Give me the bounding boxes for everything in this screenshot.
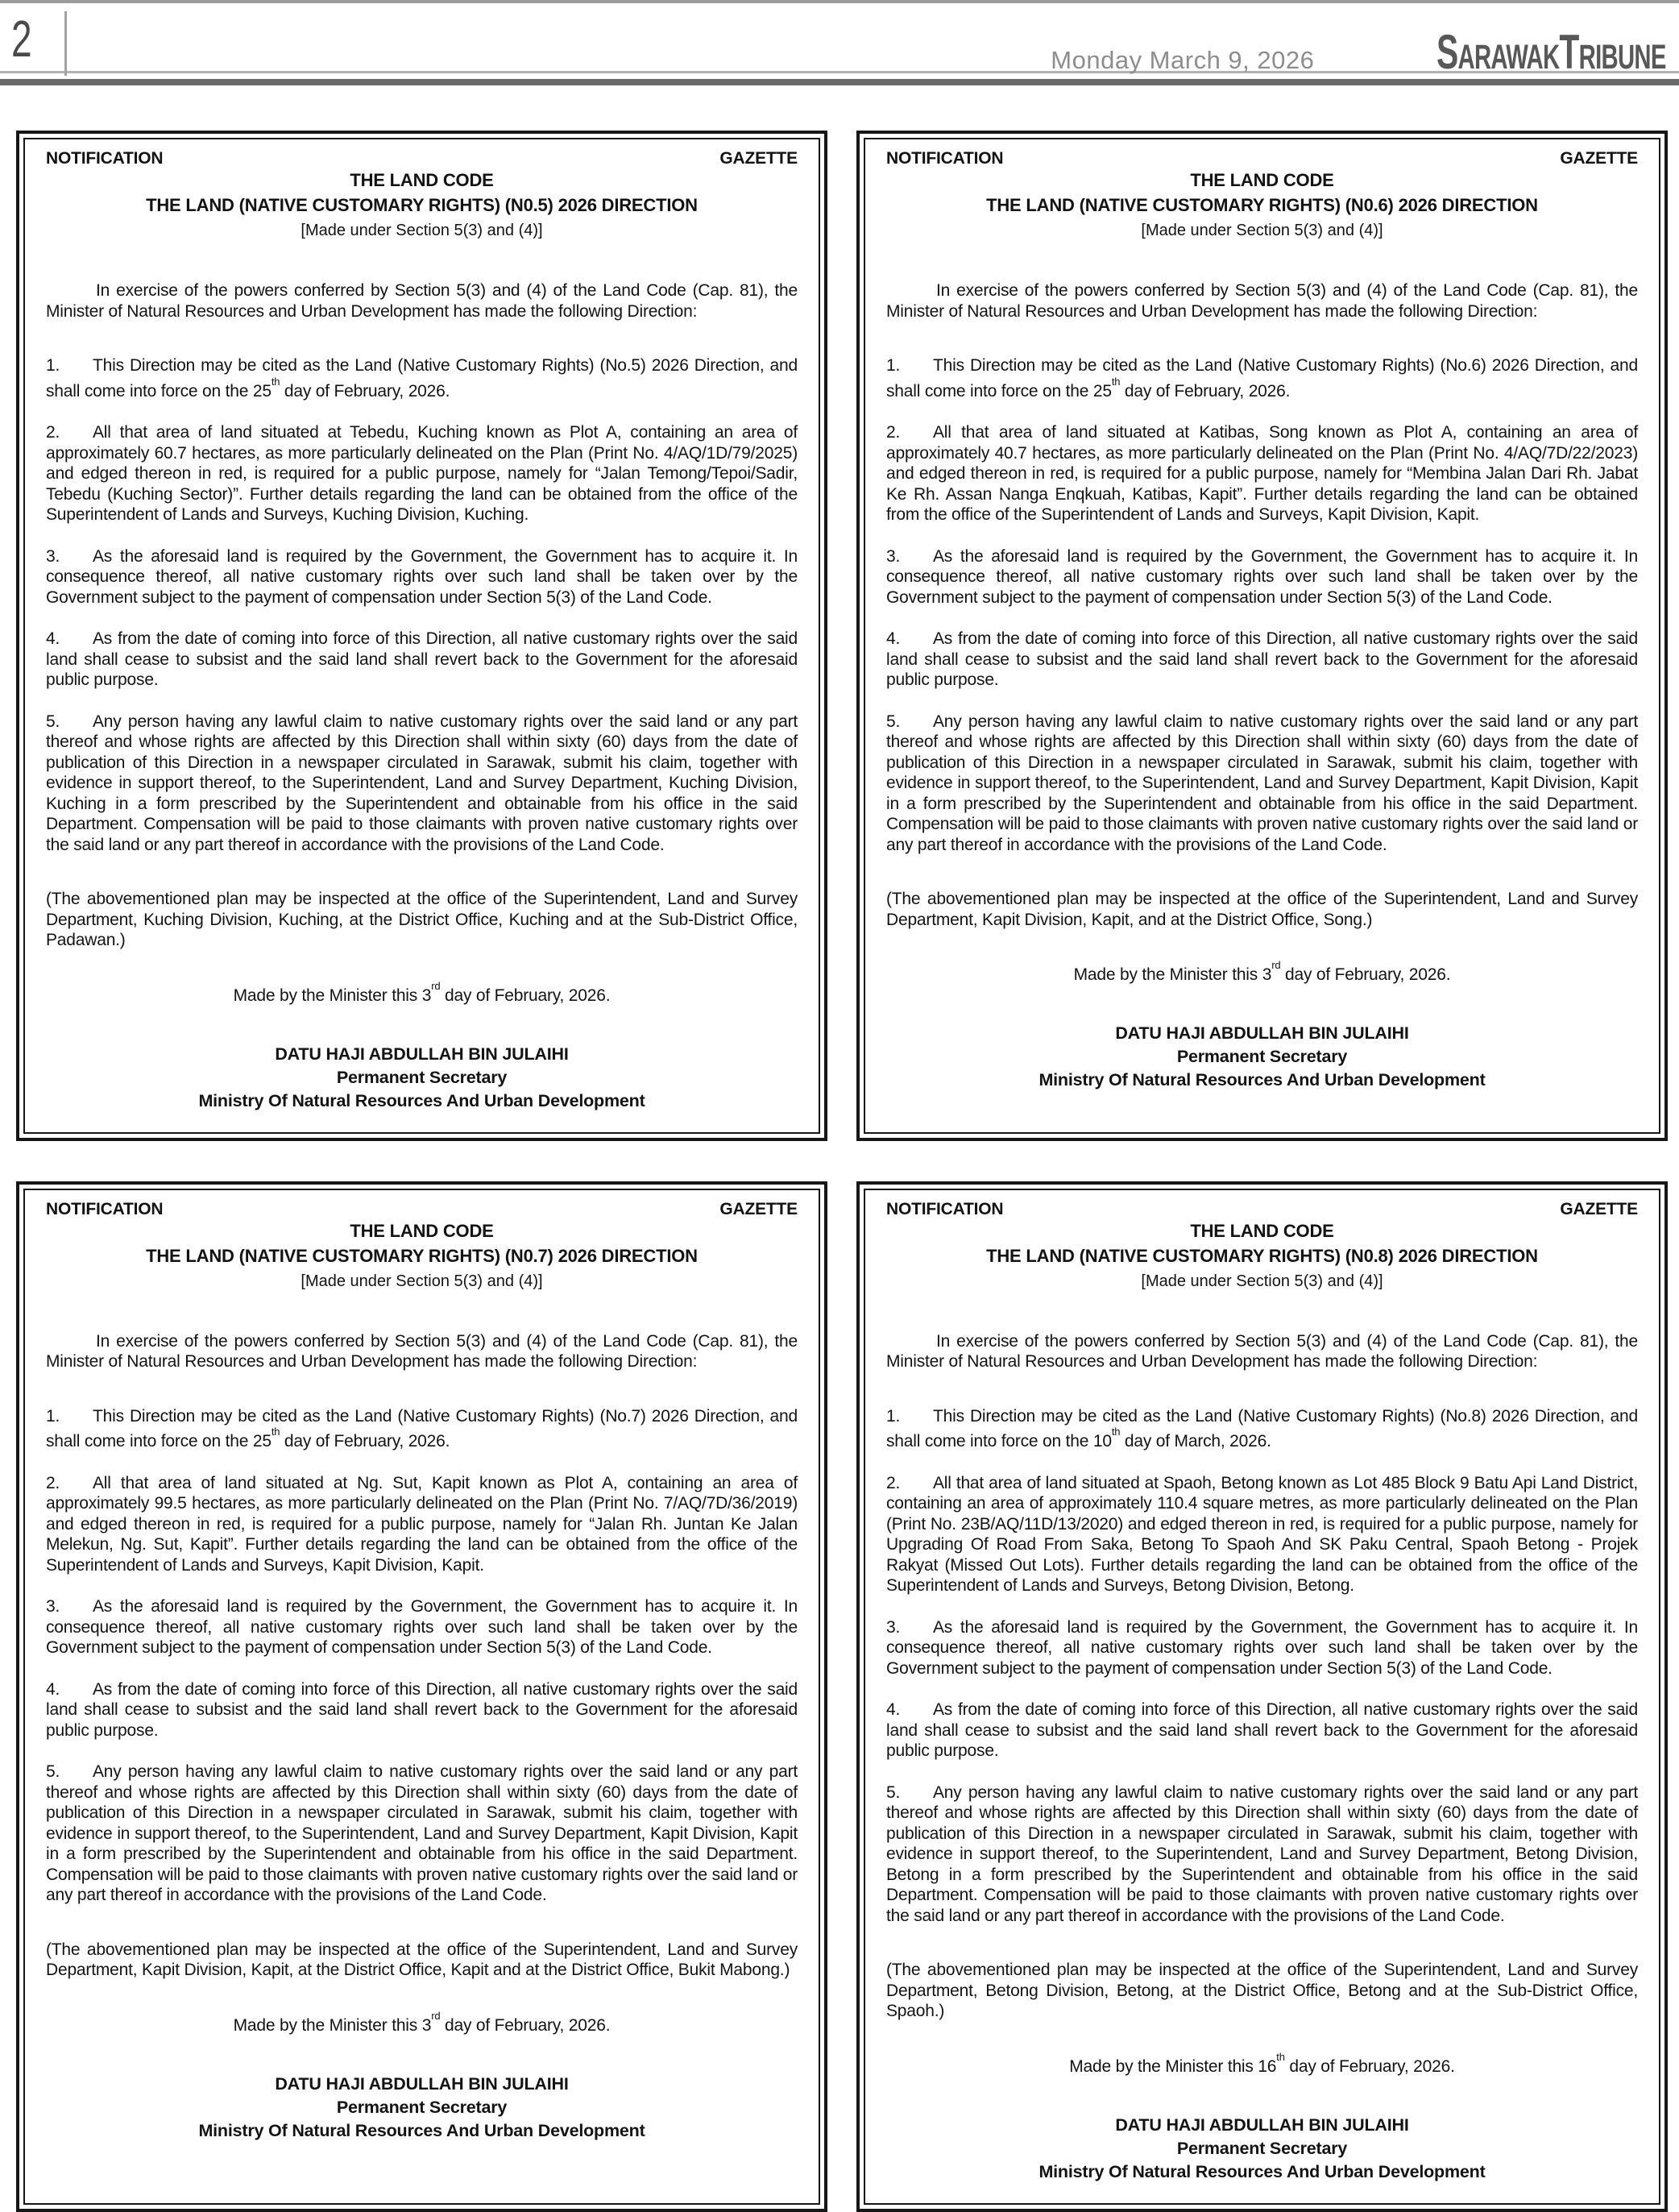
signature-block [886,2114,1638,2184]
made-by-line: Made by the Minister this 3rd day of February, 2026. [1073,959,1451,984]
notice-label-row [46,149,798,168]
gazette-label: GAZETTE [719,149,798,168]
clause-text: As from the date of coming into force of this Direction, all native customary rights over the said land shall cease to subsist and the said land shall revert back to the Government for the aforesaid public purpose. [886,629,1638,689]
clause-number: 4. [886,629,901,648]
clause-3 [46,546,798,608]
notice-label-row [886,149,1638,168]
land-code-heading: THE LAND CODE [350,1220,494,1241]
clause-3 [886,546,1638,608]
signature-block [46,1043,798,1113]
clause-2 [46,422,798,525]
made-under-note: [Made under Section 5(3) and (4)] [301,1272,543,1290]
signatory-title: Permanent Secretary [336,1067,508,1087]
notice-label-row [886,1200,1638,1219]
clause-1 [46,355,798,401]
page-number: 2 [11,10,32,68]
clause-number: 2. [46,1473,60,1492]
logo-initial-s: S [1436,25,1458,79]
clause-text: As the aforesaid land is required by the Government, the Government has to acquire it. In consequence thereof, all native customary rights over such land shall be taken over by the Government subject to the payment of compensation under Section 5(3) of the Land Code. [46,546,798,607]
clause-3 [886,1617,1638,1679]
intro-paragraph: In exercise of the powers conferred by Section 5(3) and (4) of the Land Code (Cap. 81), the Minister of Natural Resources and Urban Development has made the following Direction: [886,281,1638,321]
clause-2 [886,1473,1638,1596]
clause-4 [886,1699,1638,1762]
clause-number: 2. [886,1473,901,1492]
clause-text: This Direction may be cited as the Land (Native Customary Rights) (No.6) 2026 Direction, and shall come into force on the 25th day of February, 2026. [886,356,1638,400]
header-right-block [1051,24,1666,80]
intro-paragraph: In exercise of the powers conferred by Section 5(3) and (4) of the Land Code (Cap. 81), the Minister of Natural Resources and Urban Development has made the following Direction: [46,1331,798,1371]
notification-label: NOTIFICATION [46,149,164,168]
notification-label: NOTIFICATION [46,1199,164,1218]
header-divider [64,11,67,76]
signatory-name: DATU HAJI ABDULLAH BIN JULAIHI [275,2073,569,2094]
clause-text: All that area of land situated at Spaoh, Betong known as Lot 485 Block 9 Batu Api Land District, containing an area of approximately 110.4 square metres, as more particularly delineated on the Plan (Print No. 23B/AQ/11D/13/2020) and edged thereon in red, is required for a public purpose, namely for Upgrading Of Road From Saka, Betong To Spaoh And SK Paku Central, Spaoh Betong - Projek Rakyat (Missed Out Lots). Further details regarding the land can be obtained from the office of the Superintendent of Lands and Surveys, Betong Division, Betong. [886,1473,1638,1595]
clause-text: Any person having any lawful claim to native customary rights over the said land or any part thereof and whose rights are affected by this Direction shall within sixty (60) days from the date of publication of this Direction in a newspaper circulated in Sarawak, submit his claim, together with evidence in support thereof, to the Superintendent, Land and Survey Department, Kapit Division, Kapit in a form prescribed by the Superintendent and obtainable from his office in the said Department. Compensation will be paid to those claimants with proven native customary rights over the said land or any part thereof in accordance with the provisions of the Land Code. [46,1762,798,1904]
clause-number: 5. [46,1762,60,1781]
direction-title: THE LAND (NATIVE CUSTOMARY RIGHTS) (N0.6) 2026 DIRECTION [986,195,1538,215]
page-number-block [11,10,67,71]
land-code-heading: THE LAND CODE [1190,170,1334,190]
signatory-title: Permanent Secretary [1176,1047,1348,1066]
clause-2 [886,422,1638,525]
direction-title: THE LAND (NATIVE CUSTOMARY RIGHTS) (N0.5) 2026 DIRECTION [146,195,698,215]
clause-number: 5. [886,712,901,731]
clause-2 [46,1473,798,1576]
plan-inspection-note: (The abovementioned plan may be inspected at the office of the Superintendent, Land and Survey Department, Kapit Division, Kapit, at the District Office, Kapit and at the District Office, Bukit Mabong.) [46,1940,798,1979]
plan-inspection-note: (The abovementioned plan may be inspected at the office of the Superintendent, Land and Survey Department, Kuching Division, Kuching, at the District Office, Kuching and at the Sub-District Office, Padawan.) [46,890,798,949]
clause-number: 2. [46,423,60,442]
clause-1 [886,1406,1638,1452]
land-code-heading: THE LAND CODE [1190,1220,1334,1241]
clause-text: As from the date of coming into force of this Direction, all native customary rights over the said land shall cease to subsist and the said land shall revert back to the Government for the aforesaid public purpose. [46,1679,798,1740]
intro-paragraph: In exercise of the powers conferred by Section 5(3) and (4) of the Land Code (Cap. 81), the Minister of Natural Resources and Urban Development has made the following Direction: [886,1331,1638,1371]
clause-text: Any person having any lawful claim to native customary rights over the said land or any part thereof and whose rights are affected by this Direction shall within sixty (60) days from the date of publication of this Direction in a newspaper circulated in Sarawak, submit his claim, together with evidence in support thereof, to the Superintendent, Land and Survey Department, Kuching Division, Kuching in a form prescribed by the Superintendent and obtainable from his office in the said Department. Compensation will be paid to those claimants with proven native customary rights over the said land or any part thereof in accordance with the provisions of the Land Code. [46,712,798,854]
made-by-line: Made by the Minister this 3rd day of February, 2026. [233,979,611,1005]
clause-number: 3. [886,1617,901,1637]
clause-number: 1. [46,1406,60,1426]
plan-inspection-note: (The abovementioned plan may be inspected at the office of the Superintendent, Land and Survey Department, Betong Division, Betong, at the District Office, Betong and at the Sub-District Office, Spaoh.) [886,1961,1638,2020]
signatory-title: Permanent Secretary [1176,2138,1348,2158]
clause-text: As the aforesaid land is required by the Government, the Government has to acquire it. In consequence thereof, all native customary rights over such land shall be taken over by the Government subject to the payment of compensation under Section 5(3) of the Land Code. [886,1617,1638,1678]
made-under-note: [Made under Section 5(3) and (4)] [301,222,543,239]
clause-text: All that area of land situated at Katibas, Song known as Plot A, containing an area of approximately 40.7 hectares, as more particularly delineated on the Plan (Print No. 4/AQ/7D/22/2023) and edged thereon in red, is required for a public purpose, namely for “Membina Jalan Dari Rh. Jabat Ke Rh. Assan Nanga Enqkuah, Katibas, Kapit”. Further details regarding the land can be obtained from the office of the Superintendent of Lands and Surveys, Kapit Division, Kapit. [886,423,1638,524]
clause-5 [46,1762,798,1906]
made-under-note: [Made under Section 5(3) and (4)] [1141,1272,1383,1290]
clause-number: 4. [46,1679,60,1699]
header-rule-thick [0,79,1679,85]
clause-number: 3. [46,546,60,566]
land-code-heading: THE LAND CODE [350,170,494,190]
clause-number: 3. [886,546,901,566]
clause-4 [46,1679,798,1741]
gazette-notice [16,131,827,1141]
signatory-ministry: Ministry Of Natural Resources And Urban Development [198,1090,645,1110]
gazette-notice-inner [864,1189,1660,2205]
signatory-name: DATU HAJI ABDULLAH BIN JULAIHI [275,1044,569,1064]
made-by-line: Made by the Minister this 16th day of February, 2026. [1069,2050,1455,2076]
clause-number: 3. [46,1597,60,1616]
clause-text: As the aforesaid land is required by the Government, the Government has to acquire it. In consequence thereof, all native customary rights over such land shall be taken over by the Government subject to the payment of compensation under Section 5(3) of the Land Code. [886,546,1638,607]
clause-number: 4. [886,1700,901,1719]
gazette-label: GAZETTE [1560,1199,1638,1218]
clause-number: 5. [886,1782,901,1802]
notice-label-row [46,1200,798,1219]
clause-1 [886,355,1638,401]
logo-initial-t: T [1559,25,1579,79]
gazette-notice [856,1181,1668,2212]
newspaper-logo [1436,24,1666,80]
clause-text: All that area of land situated at Tebedu, Kuching known as Plot A, containing an area of approximately 60.7 hectares, as more particularly delineated on the Plan (Print No. 4/AQ/1D/79/2025) and edged thereon in red, is required for a public purpose, namely for “Jalan Temong/Tepoi/Sadir, Tebedu (Kuching Sector)”. Further details regarding the land can be obtained from the office of the Superintendent of Lands and Surveys, Kuching Division, Kuching. [46,423,798,524]
signatory-name: DATU HAJI ABDULLAH BIN JULAIHI [1115,2114,1409,2135]
clause-4 [886,629,1638,691]
intro-paragraph: In exercise of the powers conferred by Section 5(3) and (4) of the Land Code (Cap. 81), the Minister of Natural Resources and Urban Development has made the following Direction: [46,281,798,321]
notification-label: NOTIFICATION [886,149,1004,168]
clause-text: As the aforesaid land is required by the Government, the Government has to acquire it. In consequence thereof, all native customary rights over such land shall be taken over by the Government subject to the payment of compensation under Section 5(3) of the Land Code. [46,1597,798,1657]
logo-word-tribune: RIBUNE [1578,38,1666,77]
gazette-label: GAZETTE [1560,149,1638,168]
signatory-ministry: Ministry Of Natural Resources And Urban Development [1038,1070,1486,1089]
gazette-notice-inner [864,138,1660,1134]
clause-3 [46,1596,798,1658]
signatory-ministry: Ministry Of Natural Resources And Urban Development [198,2120,645,2140]
clause-1 [46,1406,798,1452]
clause-number: 1. [886,356,901,375]
gazette-notice [856,131,1668,1141]
clause-5 [46,712,798,856]
clause-text: As from the date of coming into force of this Direction, all native customary rights over the said land shall cease to subsist and the said land shall revert back to the Government for the aforesaid public purpose. [46,629,798,689]
made-under-note: [Made under Section 5(3) and (4)] [1141,222,1383,239]
notices-grid [16,131,1668,2212]
clause-text: This Direction may be cited as the Land (Native Customary Rights) (No.7) 2026 Direction, and shall come into force on the 25th day of February, 2026. [46,1406,798,1450]
clause-5 [886,712,1638,856]
clause-number: 1. [46,356,60,375]
clause-text: This Direction may be cited as the Land (Native Customary Rights) (No.5) 2026 Direction, and shall come into force on the 25th day of February, 2026. [46,356,798,400]
clause-4 [46,629,798,691]
clause-5 [886,1782,1638,1927]
signatory-name: DATU HAJI ABDULLAH BIN JULAIHI [1115,1023,1409,1043]
gazette-notice [16,1181,827,2212]
signature-block [886,1022,1638,1092]
signatory-ministry: Ministry Of Natural Resources And Urban Development [1038,2161,1486,2181]
gazette-notice-inner [23,1189,820,2205]
plan-inspection-note: (The abovementioned plan may be inspected at the office of the Superintendent, Land and Survey Department, Kapit Division, Kapit, and at the District Office, Song.) [886,890,1638,929]
clause-text: Any person having any lawful claim to native customary rights over the said land or any part thereof and whose rights are affected by this Direction shall within sixty (60) days from the date of publication of this Direction in a newspaper circulated in Sarawak, submit his claim, together with evidence in support thereof, to the Superintendent, Land and Survey Department, Betong Division, Betong in a form prescribed by the Superintendent and obtainable from his office in the said Department. Compensation will be paid to those claimants with proven native customary rights over the said land or any part thereof in accordance with the provisions of the Land Code. [886,1782,1638,1925]
gazette-notice-inner [23,138,820,1134]
signature-block [46,2073,798,2143]
logo-word-sarawak: ARAWAK [1457,38,1560,77]
clause-text: All that area of land situated at Ng. Sut, Kapit known as Plot A, containing an area of approximately 99.5 hectares, as more particularly delineated on the Plan (Print No. 7/AQ/7D/36/2019) and edged thereon in red, is required for a public purpose, namely for “Jalan Rh. Juntan Ke Jalan Melekun, Ng. Sut, Kapit”. Further details regarding the land can be obtained from the office of the Superintendent of Lands and Surveys, Kapit Division, Kapit. [46,1473,798,1575]
clause-number: 2. [886,423,901,442]
issue-date: Monday March 9, 2026 [1051,46,1315,74]
clause-number: 4. [46,629,60,648]
notification-label: NOTIFICATION [886,1199,1004,1218]
direction-title: THE LAND (NATIVE CUSTOMARY RIGHTS) (N0.7) 2026 DIRECTION [146,1245,698,1266]
clause-text: Any person having any lawful claim to native customary rights over the said land or any part thereof and whose rights are affected by this Direction shall within sixty (60) days from the date of publication of this Direction in a newspaper circulated in Sarawak, submit his claim, together with evidence in support thereof, to the Superintendent, Land and Survey Department, Kapit Division, Kapit in a form prescribed by the Superintendent and obtainable from his office in the said Department. Compensation will be paid to those claimants with proven native customary rights over the said land or any part thereof in accordance with the provisions of the Land Code. [886,712,1638,854]
clause-number: 5. [46,712,60,731]
gazette-label: GAZETTE [719,1199,798,1218]
direction-title: THE LAND (NATIVE CUSTOMARY RIGHTS) (N0.8) 2026 DIRECTION [986,1245,1538,1266]
clause-text: As from the date of coming into force of this Direction, all native customary rights over the said land shall cease to subsist and the said land shall revert back to the Government for the aforesaid public purpose. [886,1700,1638,1760]
clause-text: This Direction may be cited as the Land (Native Customary Rights) (No.8) 2026 Direction, and shall come into force on the 10th day of March, 2026. [886,1406,1638,1450]
clause-number: 1. [886,1406,901,1426]
signatory-title: Permanent Secretary [336,2097,508,2117]
made-by-line: Made by the Minister this 3rd day of February, 2026. [233,2009,611,2035]
page-header [0,3,1679,79]
